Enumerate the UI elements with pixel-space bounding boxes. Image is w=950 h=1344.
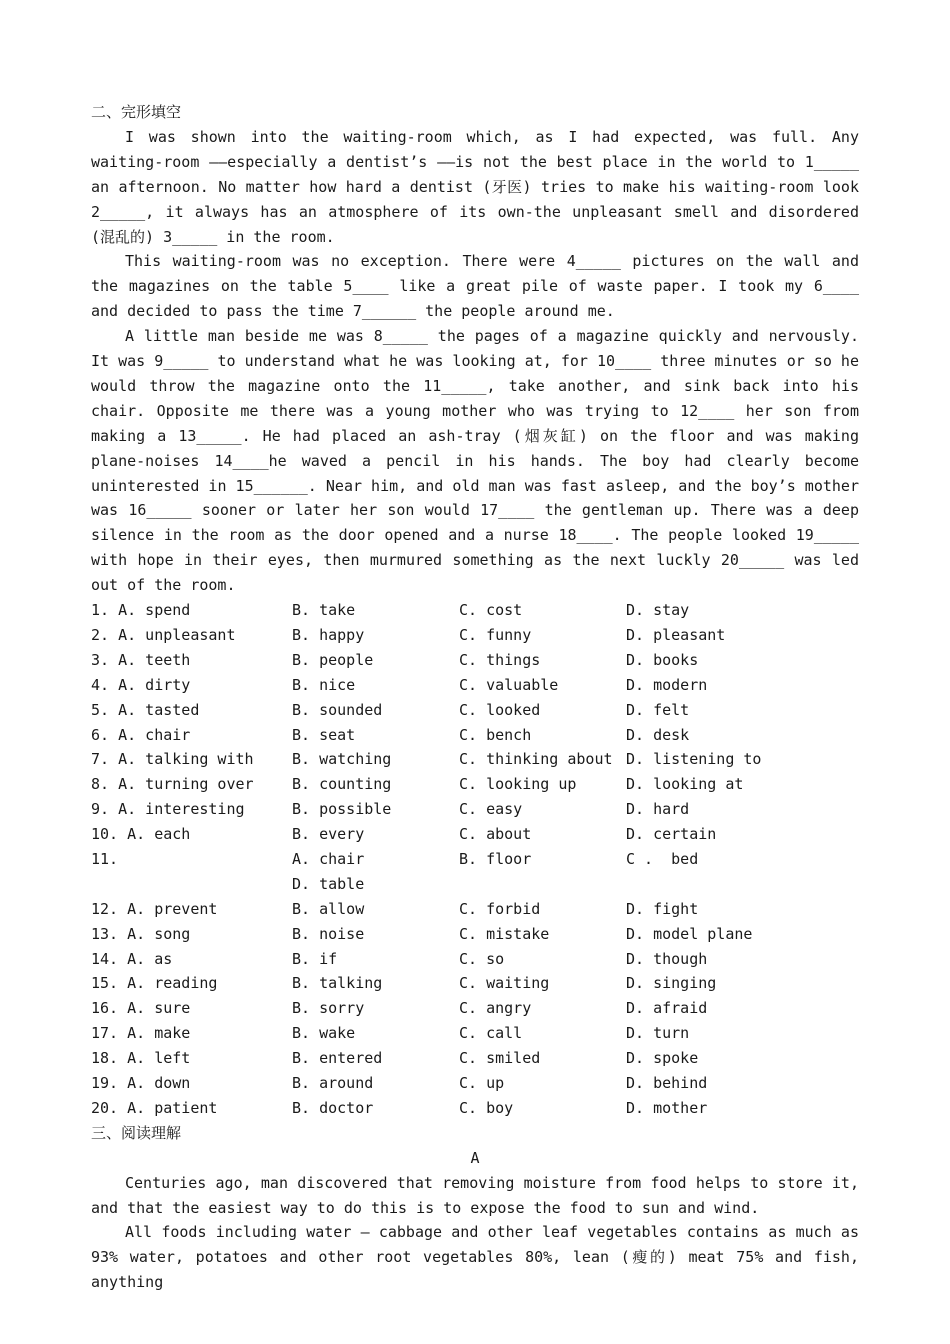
option-cell: B. floor [459, 850, 532, 869]
reading-paragraph: All foods including water — cabbage and other leaf vegetables contains as much as 93% water, potatoes and other root vegetables 80%, lean (瘦的) meat 75% and fish, anything [91, 1223, 859, 1292]
answer-options-list [91, 598, 859, 1121]
option-cell: 10. A. each [91, 825, 191, 844]
option-cell: D. though [626, 949, 708, 968]
option-cell: C. bench [459, 725, 532, 744]
option-cell: B. every [292, 825, 365, 844]
option-row [91, 996, 859, 1021]
option-cell: 13. A. song [91, 924, 191, 943]
option-cell: D. behind [626, 1074, 708, 1093]
option-row [91, 747, 859, 772]
option-cell: D. hard [626, 800, 690, 819]
option-cell: B. wake [292, 1024, 356, 1043]
option-cell: B. sorry [292, 999, 365, 1018]
option-row [91, 922, 859, 947]
option-cell: C. looked [459, 700, 541, 719]
option-cell: D. looking at [626, 775, 744, 794]
option-cell: B. sounded [292, 700, 383, 719]
option-row [91, 872, 859, 897]
option-cell: 15. A. reading [91, 974, 218, 993]
option-row [91, 1046, 859, 1071]
option-row [91, 947, 859, 972]
option-cell: 14. A. as [91, 949, 173, 968]
option-cell: B. happy [292, 626, 365, 644]
option-cell: B. doctor [292, 1098, 374, 1117]
option-cell: D. table [292, 874, 365, 893]
option-cell: C. angry [459, 999, 532, 1018]
option-row [91, 1021, 859, 1046]
option-cell [459, 872, 626, 897]
option-cell: C. waiting [459, 974, 550, 993]
option-cell: D. singing [626, 974, 717, 993]
option-cell: C. thinking about [459, 750, 613, 769]
option-cell: C . bed [626, 850, 699, 869]
option-cell: 19. A. down [91, 1074, 191, 1093]
reading-paragraph: Centuries ago, man discovered that removing moisture from food helps to store it, and that the easiest way to do this is to expose the food to sun and wind. [91, 1173, 859, 1217]
option-cell: C. about [459, 825, 532, 844]
option-cell: 5. A. tasted [91, 700, 200, 719]
option-cell: 1. A. spend [91, 601, 191, 620]
option-cell: 9. A. interesting [91, 800, 245, 819]
cloze-paragraph: I was shown into the waiting-room which, as I had expected, was full. Any waiting-room ——especially a dentist’s ——is not the best place in the world to 1_____ an afternoon. No matter how hard a dentist (牙医) tries to make his waiting-room look 2_____, it always has an atmosphere of its own-the unpleasant smell and disordered (混乱的) 3_____ in the room. [91, 127, 859, 246]
option-cell: B. noise [292, 924, 365, 943]
option-cell: B. people [292, 650, 374, 669]
option-row [91, 797, 859, 822]
option-cell: 6. A. chair [91, 725, 191, 744]
option-row [91, 1096, 859, 1121]
option-cell: B. watching [292, 750, 392, 769]
option-cell: C. funny [459, 626, 532, 644]
option-cell: 7. A. talking with [91, 750, 254, 769]
option-cell: B. possible [292, 800, 392, 819]
option-cell: D. turn [626, 1024, 690, 1043]
option-cell: C. valuable [459, 675, 559, 694]
option-cell: C. smiled [459, 1049, 541, 1068]
option-cell: 2. A. unpleasant [91, 626, 236, 644]
option-cell: B. allow [292, 899, 365, 918]
reading-section-title: 三、阅读理解 [91, 1123, 182, 1142]
option-cell: C. forbid [459, 899, 541, 918]
passage-label: A [470, 1148, 480, 1167]
option-cell: D. spoke [626, 1049, 699, 1068]
option-cell: D. stay [626, 601, 690, 620]
option-cell [626, 872, 859, 897]
option-cell: B. take [292, 601, 356, 620]
option-cell [91, 872, 292, 897]
option-cell: B. if [292, 949, 338, 968]
option-row [91, 971, 859, 996]
option-cell: C. so [459, 949, 505, 968]
option-row [91, 723, 859, 748]
option-cell: 17. A. make [91, 1024, 191, 1043]
option-row [91, 847, 859, 872]
cloze-section-title: 二、完形填空 [91, 103, 182, 121]
option-row [91, 598, 859, 623]
option-cell: C. easy [459, 800, 523, 819]
option-cell: D. listening to [626, 750, 762, 769]
option-cell: 11. [91, 850, 119, 869]
document-page [91, 100, 859, 1295]
option-cell: D. fight [626, 899, 699, 918]
option-cell: D. certain [626, 825, 717, 844]
option-cell: B. counting [292, 775, 392, 794]
option-cell: 18. A. left [91, 1049, 191, 1068]
option-cell: B. nice [292, 675, 356, 694]
option-cell: D. desk [626, 725, 690, 744]
option-cell: 12. A. prevent [91, 899, 218, 918]
option-cell: 3. A. teeth [91, 650, 191, 669]
option-row [91, 897, 859, 922]
option-row [91, 772, 859, 797]
option-cell: C. mistake [459, 924, 550, 943]
option-cell: B. entered [292, 1049, 383, 1068]
option-cell: 8. A. turning over [91, 775, 254, 794]
option-cell: D. felt [626, 700, 690, 719]
option-cell: C. boy [459, 1098, 514, 1117]
option-cell: D. pleasant [626, 626, 726, 644]
option-cell: B. around [292, 1074, 374, 1093]
option-cell: D. books [626, 650, 699, 669]
option-cell: C. cost [459, 601, 523, 620]
option-row [91, 648, 859, 673]
cloze-paragraph: This waiting-room was no exception. There were 4_____ pictures on the wall and the magazines on the table 5____ like a great pile of waste paper. I took my 6____ and decided to pass the time 7______ the people around me. [91, 252, 859, 321]
option-cell: D. model plane [626, 924, 753, 943]
option-cell: 4. A. dirty [91, 675, 191, 694]
option-cell: D. modern [626, 675, 708, 694]
option-cell: D. mother [626, 1098, 708, 1117]
option-row [91, 1071, 859, 1096]
option-cell: C. looking up [459, 775, 577, 794]
option-row [91, 822, 859, 847]
option-cell: 20. A. patient [91, 1098, 218, 1117]
option-cell: C. up [459, 1074, 505, 1093]
option-cell: C. things [459, 650, 541, 669]
option-cell: C. call [459, 1024, 523, 1043]
option-row [91, 698, 859, 723]
option-cell: 16. A. sure [91, 999, 191, 1018]
cloze-paragraph: A little man beside me was 8_____ the pages of a magazine quickly and nervously. It was 9_____ to understand what he was looking at, for 10____ three minutes or so he would throw the magazine onto the 11_____, take another, and sink back into his chair. Opposite me there was a young mother who was trying to 12____ her son from making a 13_____. He had placed an ash-tray (烟灰缸) on the floor and was making plane-noises 14____he waved a pencil in his hands. The boy had clearly become uninterested in 15______. Near him, and old man was fast asleep, and the boy’s mother was 16_____ sooner or later her son would 17____ the gentleman up. There was a deep silence in the room as the door opened and a nurse 18____. The people looked 19_____ with hope in their eyes, then murmured something as the next luckly 20_____ was led out of the room. [91, 327, 859, 595]
option-row [91, 623, 859, 648]
option-cell: D. afraid [626, 999, 708, 1018]
option-cell: B. seat [292, 725, 356, 744]
option-row [91, 673, 859, 698]
option-cell: A. chair [292, 850, 365, 869]
option-cell: B. talking [292, 974, 383, 993]
